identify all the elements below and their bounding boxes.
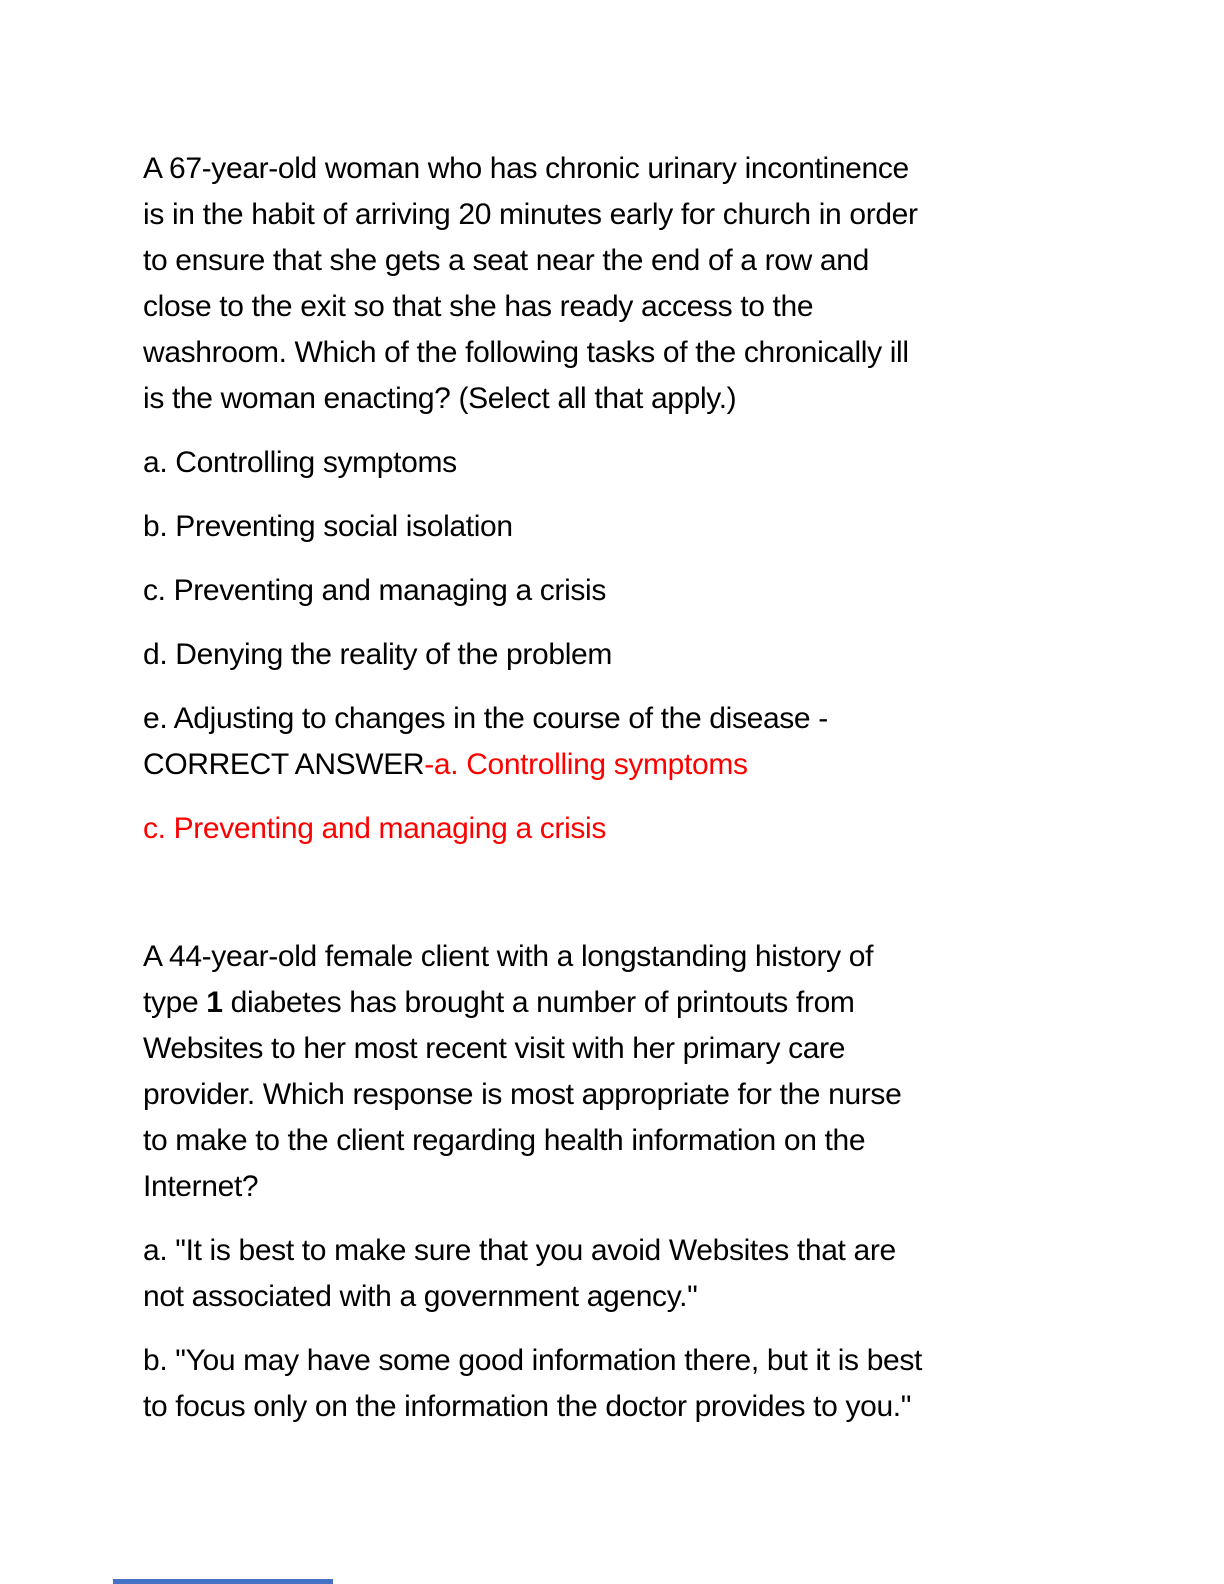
- text-segment: c. Preventing and managing a crisis: [143, 574, 607, 607]
- text-line: [143, 146, 1095, 192]
- text-line: [143, 1026, 1095, 1072]
- text-segment: type: [143, 986, 207, 1019]
- text-segment: b. Preventing social isolation: [143, 510, 513, 543]
- q1-option-d: [143, 632, 1095, 678]
- blank-spacer: [143, 870, 1095, 916]
- text-line: [143, 696, 1095, 742]
- text-line: [143, 192, 1095, 238]
- q2-option-a: [143, 1228, 1095, 1320]
- text-line: [143, 980, 1095, 1026]
- text-segment: d. Denying the reality of the problem: [143, 638, 612, 671]
- text-segment: close to the exit so that she has ready access to the: [143, 290, 814, 323]
- text-line: [143, 1072, 1095, 1118]
- text-segment: a. Controlling symptoms: [143, 446, 457, 479]
- q2-option-b: [143, 1338, 1095, 1430]
- q1-option-c: [143, 568, 1095, 614]
- text-line: [143, 440, 1095, 486]
- question-1: [143, 146, 1095, 422]
- text-segment: Internet?: [143, 1170, 259, 1203]
- text-line: [143, 1274, 1095, 1320]
- text-line: [143, 330, 1095, 376]
- text-line: [143, 504, 1095, 550]
- text-segment: a. "It is best to make sure that you avoid Websites that are: [143, 1234, 896, 1267]
- text-line: [143, 632, 1095, 678]
- q1-option-e-and-correct-answer: [143, 696, 1095, 788]
- text-line: [143, 806, 1095, 852]
- text-line: [143, 1384, 1095, 1430]
- document-body: [143, 146, 1095, 1448]
- text-segment: A 44-year-old female client with a longstanding history of: [143, 940, 874, 973]
- page-bottom-partial-line: [113, 1579, 333, 1584]
- text-line: [143, 284, 1095, 330]
- text-line: [143, 568, 1095, 614]
- text-segment: diabetes has brought a number of printouts from: [222, 986, 855, 1019]
- text-line: [143, 1164, 1095, 1210]
- text-line: [143, 238, 1095, 284]
- text-line: [143, 742, 1095, 788]
- text-segment: Websites to her most recent visit with her primary care: [143, 1032, 846, 1065]
- q1-option-a: [143, 440, 1095, 486]
- text-segment: washroom. Which of the following tasks of the chronically ill: [143, 336, 909, 369]
- q1-option-b: [143, 504, 1095, 550]
- question-2: [143, 934, 1095, 1210]
- text-segment: e. Adjusting to changes in the course of the disease -: [143, 702, 828, 735]
- text-line: [143, 1228, 1095, 1274]
- text-segment: b. "You may have some good information there, but it is best: [143, 1344, 922, 1377]
- text-line: [143, 1338, 1095, 1384]
- text-segment: A 67-year-old woman who has chronic urinary incontinence: [143, 152, 909, 185]
- text-segment: to make to the client regarding health information on the: [143, 1124, 866, 1157]
- text-segment: to ensure that she gets a seat near the end of a row and: [143, 244, 869, 277]
- text-line: [143, 934, 1095, 980]
- text-segment: not associated with a government agency.": [143, 1280, 698, 1313]
- correct-answer-text: c. Preventing and managing a crisis: [143, 812, 607, 845]
- text-line: [143, 1118, 1095, 1164]
- text-segment: 1: [206, 986, 223, 1019]
- correct-answer-text: -a. Controlling symptoms: [424, 748, 748, 781]
- text-segment: provider. Which response is most appropriate for the nurse: [143, 1078, 902, 1111]
- text-segment: is in the habit of arriving 20 minutes early for church in order: [143, 198, 918, 231]
- q1-correct-answer-c: [143, 806, 1095, 852]
- text-segment: is the woman enacting? (Select all that apply.): [143, 382, 737, 415]
- text-segment: to focus only on the information the doctor provides to you.": [143, 1390, 912, 1423]
- text-line: [143, 870, 1095, 916]
- text-line: [143, 376, 1095, 422]
- text-segment: CORRECT ANSWER: [143, 748, 425, 781]
